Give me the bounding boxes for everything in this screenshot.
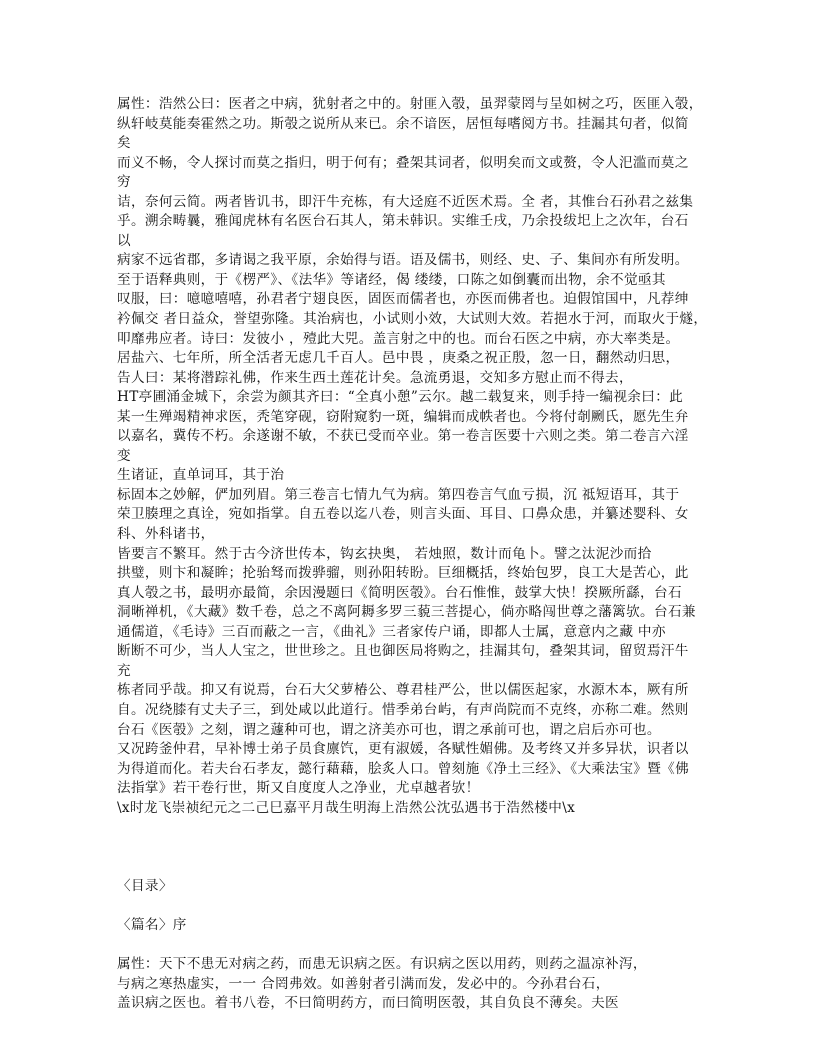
text-line: 叩靡弗应者。诗曰：发彼小 ，殪此大兕。盖言射之中的也。而台石医之中病，亦大率类是。 bbox=[117, 330, 680, 347]
text-line: 断断不可少，当人人宝之，世世珍之。且也御医局将购之，挂漏其句，叠架其词，留贸焉汗牛 bbox=[117, 643, 689, 660]
document-page bbox=[117, 95, 707, 1014]
text-line: 纵轩岐莫能奏霍然之功。斯彀之说所从来已。余不谙医，居恒每嗜阅方书。挂漏其句者，似简 bbox=[117, 115, 689, 132]
text-line: 叹服，曰：噫噫嘻嘻，孙君者宁翅良医，固医而儒者也，亦医而佛者也。迫假馆国中，凡荐绅 bbox=[117, 291, 689, 308]
text-line: 法指掌》若干卷行世，斯又自度度人之净业，尤卓越者欤！ bbox=[117, 780, 480, 797]
text-line: 变 bbox=[117, 447, 131, 464]
chapter-heading: 〈篇名〉序 bbox=[117, 916, 187, 933]
text-line: 拱璧，则卞和凝眸；抡骀驽而拨骅骝，则孙阳转盼。巨细概括，终始包罗，良工大是苦心，此 bbox=[117, 565, 689, 582]
text-line: 属性：浩然公曰：医者之中病，犹射者之中的。射匪入彀，虽羿蒙罔与呈如树之巧，医匪入彀， bbox=[117, 96, 703, 112]
preface-block bbox=[117, 95, 707, 818]
text-line: 生诸证，直单词耳，其于治 bbox=[117, 467, 285, 484]
text-line: 标固本之妙解，俨加列眉。第三卷言七情九气为病。第四卷言气血亏损，沉 祗短语耳，其于 bbox=[117, 486, 680, 503]
text-line: 皆要言不繁耳。然于古今济世传本，钩玄抉奥， 若烛照，数计而龟卜。譬之汰泥沙而拾 bbox=[117, 545, 652, 562]
text-line: 通儒道，《毛诗》三百而蔽之一言，《曲礼》三者家传户诵，即都人士属，意意内之藏 中亦 bbox=[117, 623, 666, 640]
text-line: 矣 bbox=[117, 135, 131, 152]
text-line: 病家不远省郡，多请谒之我平原，余始得与语。语及儒书，则经、史、子、集间亦有所发明。 bbox=[117, 252, 689, 269]
text-line: 某一生殚竭精神求医，秃笔穿砚，窃附窥豹一斑，编辑而成帙者也。今将付剞劂氏，愿先生弁 bbox=[117, 408, 689, 425]
toc-heading: 〈目录〉 bbox=[117, 877, 173, 894]
text-line: 乎。溯余畴曩，雅闻虎林有名医台石其人，第未韩识。实维壬戌，乃余投绂圯上之次年，台石 bbox=[117, 213, 689, 230]
signature-line: \x时龙飞崇祯纪元之二己巳嘉平月哉生明海上浩然公沈弘遇书于浩然楼中\x bbox=[117, 799, 576, 816]
text-line: 栋者同乎哉。抑又有说焉，台石大父萝椿公、尊君桂严公，世以儒医起家，水源木本，厥有所 bbox=[117, 682, 689, 699]
text-line: 台石《医彀》之刻，谓之蘧种可也，谓之济美亦可也，谓之承前可也，谓之启后亦可也。 bbox=[117, 721, 661, 738]
text-line: 荣卫腠理之真诠，宛如指掌。自五卷以迄八卷，则言头面、耳目、口鼻众患，并纂述婴科、女 bbox=[117, 506, 689, 523]
text-line: 真人彀之书，最明亦最简，余因漫题曰《简明医彀》。台石惟惟，鼓掌大快！揆厥所繇，台石 bbox=[117, 584, 682, 601]
text-line: 告人曰：某将潜踪礼佛，作来生西土莲花计矣。急流勇退，交知多方慰止而不得去， bbox=[117, 369, 633, 386]
text-line: 以 bbox=[117, 232, 131, 249]
text-line: 科、外科诸书， bbox=[117, 526, 215, 543]
text-line: 为得道而化。若夫台石孝友，懿行藉藉，脍炙人口。曾刻施《净土三经》、《大乘法宝》暨《佛 bbox=[117, 760, 690, 777]
text-line: 属性：天下不患无对病之药，而患无识病之医。有识病之医以用药，则药之温凉补泻， bbox=[117, 955, 647, 972]
text-line: 至于语释典则，于《楞严》、《法华》等诸经，偈 缕缕，口陈之如倒囊而出物，余不觉亟其 bbox=[117, 271, 666, 288]
text-line: 自。况绕膝有丈夫子三，到处咸以此道行。惜季弟台屿，有声尚院而不克终，亦称二难。然则 bbox=[117, 701, 689, 718]
text-line: 而义不畅，令人探讨而莫之指归，明于何有；叠架其词者，似明矣而文或赘，令人汜滥而莫之 bbox=[117, 154, 689, 171]
text-line: 又况跨釜仲君，早补博士弟子员食廪饩，更有淑媛，各赋性媚佛。及考终又并多异状，识者以 bbox=[117, 741, 689, 758]
text-line: 衿佩交 者日益众，誉望弥隆。其治病也，小试则小效，大试则大效。若挹水于河，而取火于燧， bbox=[117, 311, 708, 328]
text-line: 诘，奈何云简。两者皆讥书，即汗牛充栋，有大迳庭不近医术焉。全 者，其惟台石孙君之兹集 bbox=[117, 193, 694, 210]
text-line: 洞晰禅机，《大藏》数千卷，总之不离阿耨多罗三藐三菩提心，倘亦略闯世尊之藩篱欤。台石兼 bbox=[117, 604, 696, 621]
text-line: 与病之寒热虚实，一一 合罔弗效。如善射者引满而发，发必中的。今孙君台石， bbox=[117, 975, 610, 992]
text-line: 盖识病之医也。着书八卷，不曰简明药方，而曰简明医彀，其自负良不薄矣。夫医 bbox=[117, 995, 619, 1012]
second-section-block bbox=[117, 955, 707, 1014]
text-line: 居盐六、七年所，所全活者无虑几千百人。邑中畏 ，庚桑之祝正殷，忽一日，翻然动归思， bbox=[117, 350, 680, 367]
text-line: HT亭圃涌金城下，余尝为颜其齐曰：“全真小憩”云尔。越二载复来，则手持一编视余曰：此 bbox=[117, 389, 684, 406]
text-line: 以嘉名，冀传不朽。余遂谢不敏，不获已受而卒业。第一卷言医要十六则之类。第二卷言六淫 bbox=[117, 428, 689, 445]
text-line: 穷 bbox=[117, 174, 131, 191]
text-line: 充 bbox=[117, 662, 131, 679]
